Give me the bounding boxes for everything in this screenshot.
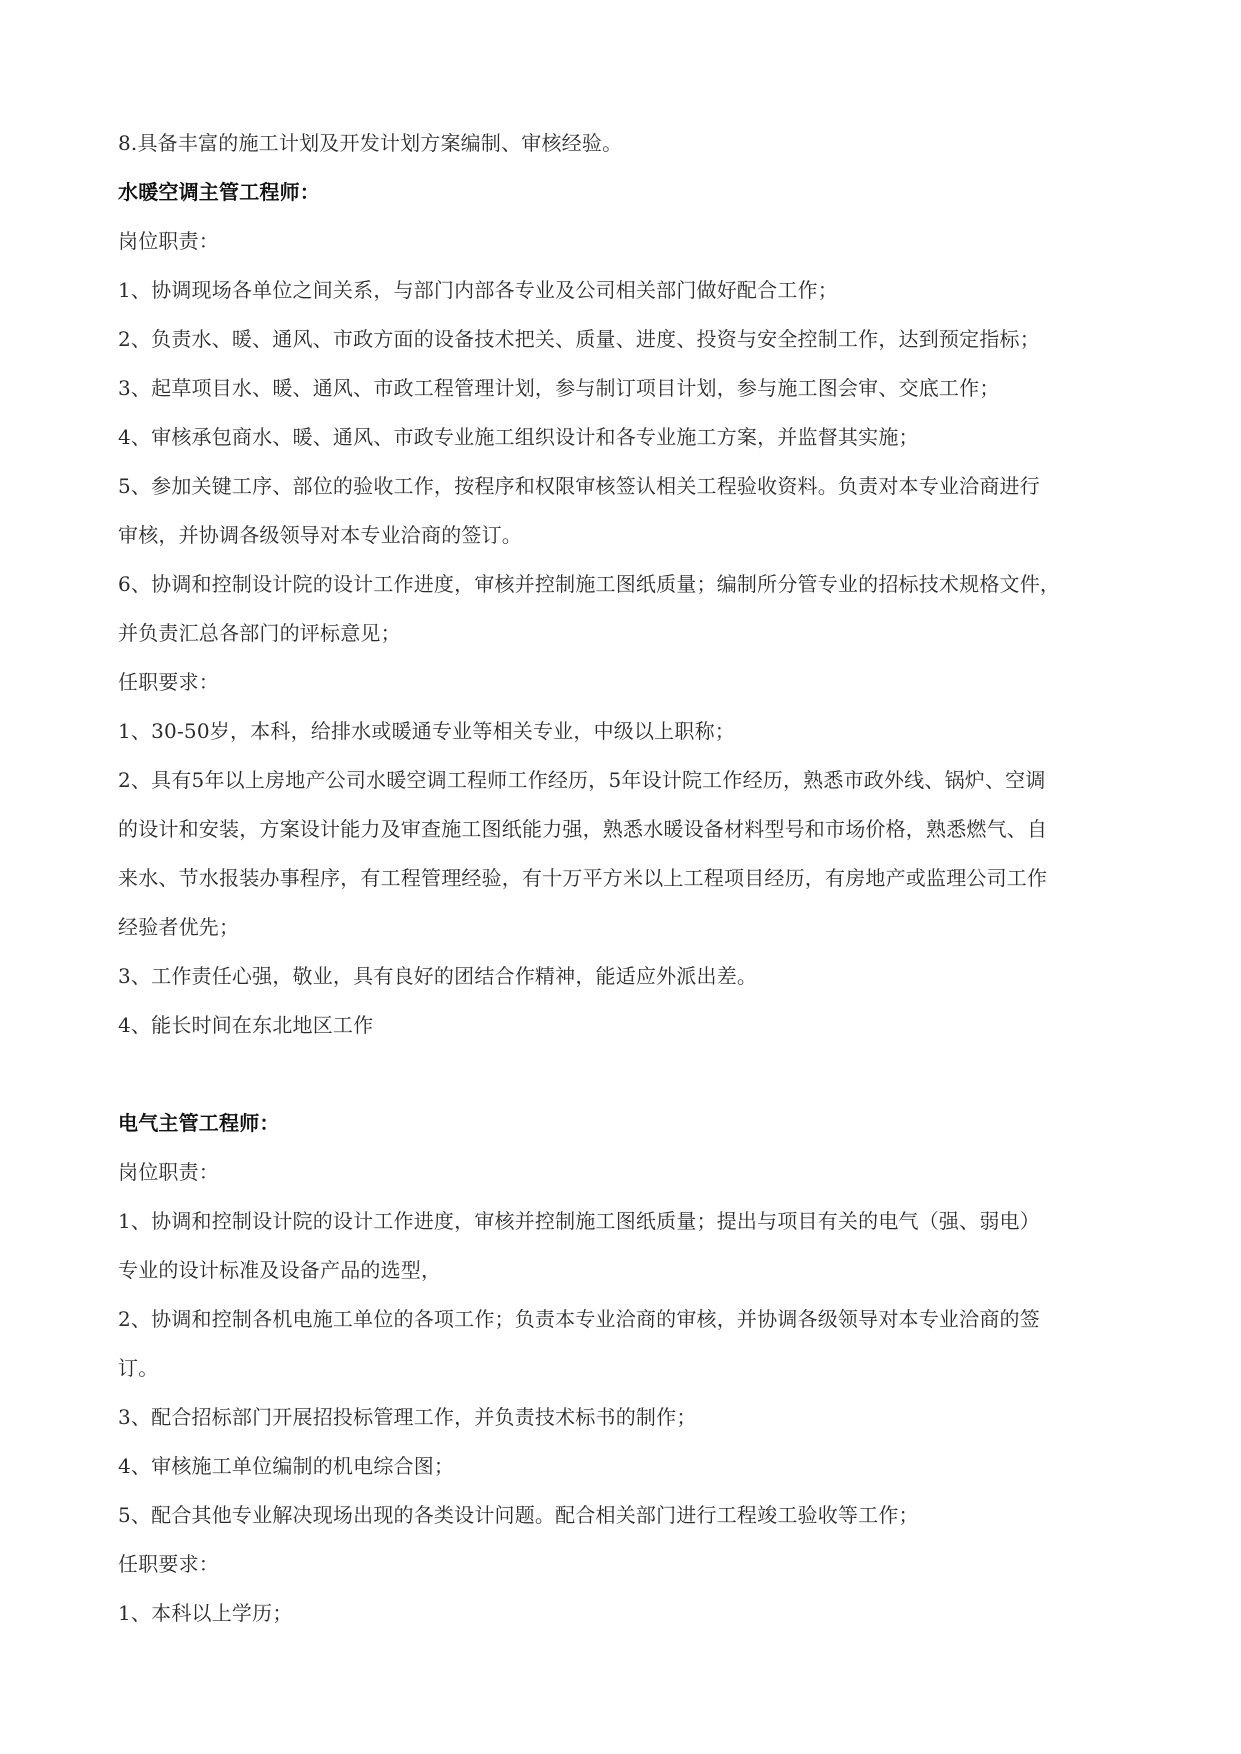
hvac-requirement-line: 来水、节水报装办事程序，有工程管理经验，有十万平方米以上工程项目经历，有房地产或监理公司工作 xyxy=(118,866,1048,890)
electrical-duties-label: 岗位职责： xyxy=(118,1160,219,1184)
hvac-requirement-line: 的设计和安装，方案设计能力及审查施工图纸能力强，熟悉水暖设备材料型号和市场价格，熟悉燃气、自 xyxy=(118,817,1048,841)
hvac-duty-line: 4、审核承包商水、暖、通风、市政专业施工组织设计和各专业施工方案，并监督其实施； xyxy=(118,425,919,449)
hvac-duty-line: 2、负责水、暖、通风、市政方面的设备技术把关、质量、进度、投资与安全控制工作，达到预定指标； xyxy=(118,327,1040,351)
hvac-duty-line: 审核，并协调各级领导对本专业洽商的签订。 xyxy=(118,523,522,547)
electrical-duty-line: 4、审核施工单位编制的机电综合图； xyxy=(118,1454,455,1478)
hvac-duty-line: 5、参加关键工序、部位的验收工作，按程序和权限审核签认相关工程验收资料。负责对本专业洽商进行 xyxy=(118,474,1040,498)
hvac-requirement-line: 1、30-50岁，本科，给排水或暖通专业等相关专业，中级以上职称； xyxy=(118,719,735,743)
document-body xyxy=(118,119,1128,1638)
hvac-duty-line: 1、协调现场各单位之间关系，与部门内部各专业及公司相关部门做好配合工作； xyxy=(118,278,838,302)
electrical-duty-line: 3、配合招标部门开展招投标管理工作，并负责技术标书的制作； xyxy=(118,1405,697,1429)
hvac-requirement-line: 经验者优先； xyxy=(118,915,240,939)
hvac-duty-line: 6、协调和控制设计院的设计工作进度，审核并控制施工图纸质量；编制所分管专业的招标技术规格文件， xyxy=(118,572,1061,596)
hvac-duty-line: 并负责汇总各部门的评标意见； xyxy=(118,621,401,645)
electrical-requirement-line: 1、本科以上学历； xyxy=(118,1601,293,1625)
electrical-duty-line: 2、协调和控制各机电施工单位的各项工作；负责本专业洽商的审核，并协调各级领导对本专业洽商的签 xyxy=(118,1307,1040,1331)
hvac-requirement-line: 3、工作责任心强，敬业，具有良好的团结合作精神，能适应外派出差。 xyxy=(118,964,758,988)
electrical-duty-line: 专业的设计标准及设备产品的选型， xyxy=(118,1258,442,1282)
electrical-duty-line: 5、配合其他专业解决现场出现的各类设计问题。配合相关部门进行工程竣工验收等工作； xyxy=(118,1503,919,1527)
electrical-duty-line: 1、协调和控制设计院的设计工作进度，审核并控制施工图纸质量；提出与项目有关的电气（强、弱电） xyxy=(118,1209,1040,1233)
hvac-requirement-line: 4、能长时间在东北地区工作 xyxy=(118,1013,374,1037)
electrical-requirements-label: 任职要求： xyxy=(118,1552,219,1576)
hvac-duty-line: 3、起草项目水、暖、通风、市政工程管理计划，参与制订项目计划，参与施工图会审、交底工作； xyxy=(118,376,1000,400)
intro-item: 8.具备丰富的施工计划及开发计划方案编制、审核经验。 xyxy=(118,131,623,155)
hvac-section-title: 水暖空调主管工程师： xyxy=(118,180,320,204)
hvac-requirement-line: 2、具有5年以上房地产公司水暖空调工程师工作经历，5年设计院工作经历，熟悉市政外线、锅炉、空调 xyxy=(118,768,1046,792)
hvac-requirements-label: 任职要求： xyxy=(118,670,219,694)
electrical-section-title: 电气主管工程师： xyxy=(118,1111,280,1135)
hvac-duties-label: 岗位职责： xyxy=(118,229,219,253)
section-spacer xyxy=(118,1050,1128,1099)
electrical-duty-line: 订。 xyxy=(118,1356,159,1380)
